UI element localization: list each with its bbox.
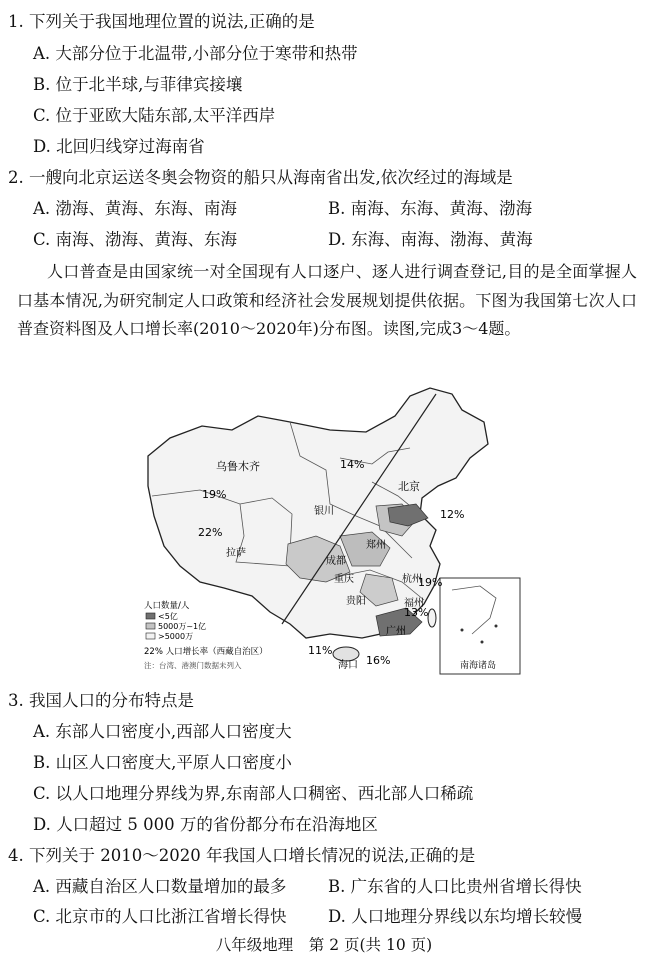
q3-option-a: A. 东部人口密度小,西部人口密度大 [33, 722, 292, 741]
q1-option-d: D. 北回归线穿过海南省 [33, 137, 205, 156]
q3-option-b: B. 山区人口密度大,平原人口密度小 [33, 753, 292, 772]
city-chongqing: 重庆 [334, 574, 354, 585]
rate-label: 12% [440, 508, 465, 521]
rate-label: 13% [404, 606, 429, 619]
q2-option-c: C. 南海、渤海、黄海、东海 [33, 230, 238, 249]
legend-title: 人口数量/人 [144, 601, 190, 611]
city-urumqi: 乌鲁木齐 [216, 460, 260, 473]
population-map [140, 386, 524, 678]
rate-label: 19% [418, 576, 443, 589]
q3-option-d: D. 人口超过 5 000 万的省份都分布在沿海地区 [33, 815, 378, 834]
q1-stem: 1. 下列关于我国地理位置的说法,正确的是 [8, 12, 315, 31]
city-guangzhou: 广州 [386, 626, 406, 637]
map-footnote: 注：台湾、港澳门数据未列入 [144, 661, 242, 670]
rate-label: 16% [366, 654, 391, 667]
q4-option-a: A. 西藏自治区人口数量增加的最多 [33, 877, 287, 896]
legend-item: <5亿 [158, 612, 178, 621]
q1-option-b: B. 位于北半球,与菲律宾接壤 [33, 75, 243, 94]
inset-label: 南海诸岛 [460, 661, 497, 671]
map-legend [144, 600, 268, 670]
city-chengdu: 成都 [326, 556, 346, 567]
rate-label: 19% [202, 488, 227, 501]
q3-stem: 3. 我国人口的分布特点是 [8, 691, 194, 710]
q4-option-b: B. 广东省的人口比贵州省增长得快 [328, 877, 582, 896]
q4-stem: 4. 下列关于 2010～2020 年我国人口增长情况的说法,正确的是 [8, 846, 476, 865]
q1-option-a: A. 大部分位于北温带,小部分位于寒带和热带 [33, 44, 358, 63]
city-guiyang: 贵阳 [346, 596, 366, 607]
legend-item: >5000万 [158, 632, 194, 641]
city-lhasa: 拉萨 [226, 548, 246, 559]
q2-option-b: B. 南海、东海、黄海、渤海 [328, 199, 533, 218]
q4-option-d: D. 人口地理分界线以东均增长较慢 [328, 907, 583, 926]
city-fuzhou: 福州 [404, 598, 424, 609]
q2-option-d: D. 东海、南海、渤海、黄海 [328, 230, 533, 249]
legend-item: 5000万~1亿 [158, 622, 207, 631]
south-sea-inset [440, 578, 520, 674]
city-zhengzhou: 郑州 [366, 540, 386, 551]
city-beijing: 北京 [398, 480, 420, 493]
city-hangzhou: 杭州 [402, 574, 422, 585]
page-footer: 八年级地理 第 2 页(共 10 页) [215, 936, 433, 954]
rate-label: 11% [308, 644, 333, 657]
china-map-svg [140, 386, 524, 678]
rate-label: 22% [198, 526, 223, 539]
rate-label: 14% [340, 458, 365, 471]
reading-passage: 人口普查是由国家统一对全国现有人口逐户、逐人进行调查登记,目的是全面掌握人口基本情况,为研究制定人口政策和经济社会发展规划提供依据。下图为我国第七次人口普查资料图及人口增长率(2010～2020年)分布图。读图,完成3～4题。 [17, 262, 637, 338]
city-haikou: 海口 [338, 660, 358, 671]
q2-stem: 2. 一艘向北京运送冬奥会物资的船只从海南省出发,依次经过的海域是 [8, 168, 513, 187]
q3-option-c: C. 以人口地理分界线为界,东南部人口稠密、西北部人口稀疏 [33, 784, 474, 803]
q1-option-c: C. 位于亚欧大陆东部,太平洋西岸 [33, 106, 276, 125]
q4-option-c: C. 北京市的人口比浙江省增长得快 [33, 907, 287, 926]
city-yinchuan: 银川 [314, 506, 334, 517]
q2-option-a: A. 渤海、黄海、东海、南海 [33, 199, 237, 218]
legend-note: 22% 人口增长率（西藏自治区） [144, 647, 268, 657]
